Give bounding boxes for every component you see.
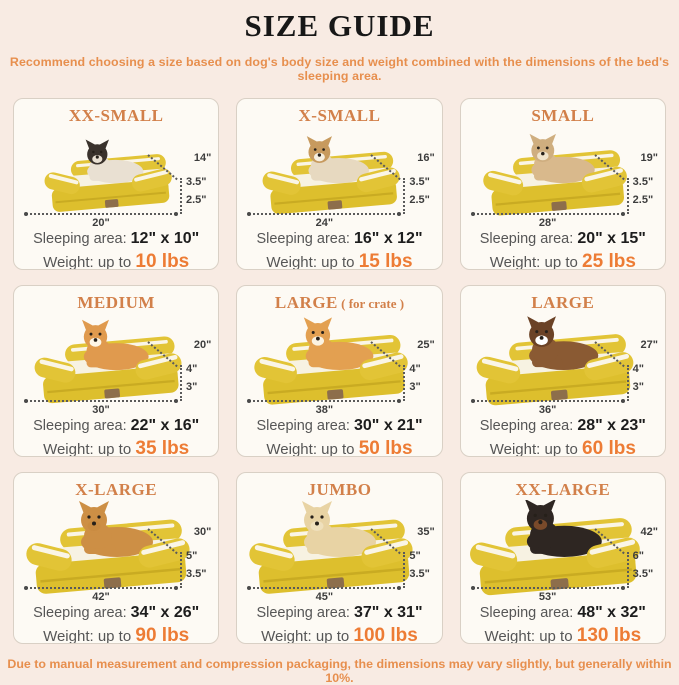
sleeping-area-value: 30" x 21" bbox=[353, 417, 423, 434]
sleeping-area-value: 22" x 16" bbox=[130, 417, 200, 434]
width-dimension-line bbox=[26, 587, 176, 589]
height-dimension-label-1: 4" bbox=[632, 363, 644, 375]
diagonal-dimension-label: 25" bbox=[417, 339, 435, 351]
height-dimension-label-1: 6" bbox=[632, 550, 644, 562]
width-dimension-label: 42" bbox=[92, 591, 110, 603]
size-card bbox=[460, 472, 666, 644]
weight-line bbox=[18, 250, 214, 270]
width-dimension-line bbox=[249, 400, 399, 402]
width-dimension-label: 38" bbox=[315, 404, 334, 416]
width-dimension-label: 36" bbox=[538, 404, 557, 416]
diagonal-dimension-label: 30" bbox=[193, 526, 212, 538]
footer-disclaimer: Due to manual measurement and compression packaging, the dimensions may vary slightly, but generally within 10%. bbox=[7, 657, 672, 685]
bed-illustration bbox=[241, 502, 437, 602]
size-cards-grid bbox=[13, 98, 666, 644]
weight-label: Weight: up to bbox=[43, 441, 132, 457]
height-dimension-label-2: 3.5" bbox=[186, 568, 207, 580]
weight-line bbox=[465, 437, 661, 457]
diagonal-dimension-label: 16" bbox=[417, 152, 435, 164]
weight-line bbox=[241, 624, 437, 644]
size-name: MEDIUM bbox=[77, 293, 155, 312]
size-card-title bbox=[18, 106, 214, 127]
size-name: X-LARGE bbox=[75, 480, 158, 499]
height-dimension-line bbox=[403, 552, 405, 588]
size-card bbox=[236, 98, 442, 270]
sleeping-area-value: 28" x 23" bbox=[577, 417, 646, 434]
bed-illustration bbox=[18, 128, 214, 228]
width-dimension-line bbox=[26, 213, 176, 215]
height-dimension-label-1: 5" bbox=[186, 550, 198, 562]
sleeping-area-value: 20" x 15" bbox=[577, 230, 646, 247]
sleeping-area-label: Sleeping area: bbox=[33, 605, 127, 621]
diagonal-dimension-label: 35" bbox=[417, 526, 435, 538]
size-card-title bbox=[241, 293, 437, 314]
width-dimension-label: 53" bbox=[538, 591, 557, 603]
diagonal-dimension-label: 42" bbox=[640, 526, 658, 538]
sleeping-area-label: Sleeping area: bbox=[256, 605, 350, 621]
width-dimension-label: 45" bbox=[315, 591, 334, 603]
weight-line bbox=[241, 437, 437, 457]
height-dimension-label-2: 2.5" bbox=[409, 194, 430, 206]
height-dimension-label-1: 5" bbox=[409, 550, 421, 562]
width-dimension-label: 28" bbox=[538, 217, 557, 229]
weight-value: 35 lbs bbox=[135, 438, 190, 457]
height-dimension-label-2: 3" bbox=[186, 381, 198, 393]
weight-label: Weight: up to bbox=[484, 628, 573, 644]
size-card-title bbox=[465, 293, 661, 314]
height-dimension-label-1: 4" bbox=[409, 363, 421, 375]
diagonal-dimension-label: 14" bbox=[193, 152, 212, 164]
sleeping-area-value: 16" x 12" bbox=[353, 230, 423, 247]
width-dimension-line bbox=[249, 213, 399, 215]
height-dimension-line bbox=[180, 365, 182, 401]
bed-illustration bbox=[465, 315, 661, 415]
width-dimension-line bbox=[473, 587, 623, 589]
size-name: XX-SMALL bbox=[68, 106, 164, 125]
height-dimension-label-1: 3.5" bbox=[409, 176, 430, 188]
page-subtitle: Recommend choosing a size based on dog's body size and weight combined with the dimensions of the bed's sleeping area. bbox=[9, 55, 670, 83]
height-dimension-line bbox=[180, 552, 182, 588]
height-dimension-label-2: 3.5" bbox=[409, 568, 430, 580]
height-dimension-line bbox=[180, 178, 182, 214]
size-name: LARGE bbox=[531, 293, 595, 312]
bed-illustration bbox=[241, 315, 437, 415]
weight-value: 60 lbs bbox=[582, 438, 636, 457]
diagonal-dimension-label: 27" bbox=[640, 339, 658, 351]
bed-illustration bbox=[18, 315, 214, 415]
weight-value: 15 lbs bbox=[358, 251, 413, 270]
bed-illustration bbox=[465, 128, 661, 228]
bed-illustration bbox=[241, 128, 437, 228]
size-name: X-SMALL bbox=[298, 106, 381, 125]
size-card-title bbox=[18, 293, 214, 314]
weight-label: Weight: up to bbox=[261, 628, 350, 644]
page-title: SIZE GUIDE bbox=[244, 8, 435, 43]
height-dimension-line bbox=[627, 552, 629, 588]
bed-illustration bbox=[18, 502, 214, 602]
weight-value: 50 lbs bbox=[358, 438, 413, 457]
height-dimension-label-1: 3.5" bbox=[186, 176, 207, 188]
size-note: ( for crate ) bbox=[337, 296, 405, 311]
diagonal-dimension-label: 20" bbox=[193, 339, 212, 351]
height-dimension-line bbox=[403, 178, 405, 214]
size-card bbox=[460, 285, 666, 457]
weight-label: Weight: up to bbox=[489, 254, 578, 270]
size-name: XX-LARGE bbox=[515, 480, 611, 499]
size-card bbox=[13, 285, 219, 457]
size-card bbox=[13, 472, 219, 644]
weight-value: 100 lbs bbox=[353, 625, 418, 644]
size-card bbox=[460, 98, 666, 270]
sleeping-area-value: 37" x 31" bbox=[353, 604, 423, 621]
size-card-title bbox=[241, 480, 437, 501]
weight-line bbox=[465, 624, 661, 644]
diagonal-dimension-label: 19" bbox=[640, 152, 658, 164]
weight-line bbox=[241, 250, 437, 270]
height-dimension-label-2: 3.5" bbox=[632, 568, 654, 580]
weight-label: Weight: up to bbox=[43, 254, 132, 270]
size-name: LARGE bbox=[274, 293, 338, 312]
size-card-title bbox=[465, 480, 661, 501]
size-name: JUMBO bbox=[307, 480, 372, 499]
weight-label: Weight: up to bbox=[43, 628, 132, 644]
sleeping-area-label: Sleeping area: bbox=[256, 231, 350, 247]
weight-label: Weight: up to bbox=[266, 441, 355, 457]
size-card bbox=[236, 472, 442, 644]
weight-value: 90 lbs bbox=[135, 625, 190, 644]
size-card bbox=[236, 285, 442, 457]
size-card-title bbox=[18, 480, 214, 501]
height-dimension-label-1: 3.5" bbox=[632, 176, 654, 188]
width-dimension-line bbox=[249, 587, 399, 589]
width-dimension-line bbox=[26, 400, 176, 402]
height-dimension-line bbox=[403, 365, 405, 401]
sleeping-area-label: Sleeping area: bbox=[256, 418, 350, 434]
height-dimension-label-2: 2.5" bbox=[186, 194, 207, 206]
size-name: SMALL bbox=[531, 106, 595, 125]
height-dimension-label-2: 2.5" bbox=[632, 194, 654, 206]
height-dimension-label-2: 3" bbox=[632, 381, 644, 393]
width-dimension-label: 20" bbox=[92, 217, 110, 229]
weight-value: 10 lbs bbox=[135, 251, 190, 270]
height-dimension-line bbox=[627, 178, 629, 214]
size-card-title bbox=[465, 106, 661, 127]
sleeping-area-label: Sleeping area: bbox=[479, 605, 574, 621]
width-dimension-line bbox=[473, 400, 623, 402]
width-dimension-line bbox=[473, 213, 623, 215]
sleeping-area-label: Sleeping area: bbox=[33, 231, 127, 247]
sleeping-area-label: Sleeping area: bbox=[33, 418, 127, 434]
weight-value: 130 lbs bbox=[576, 625, 642, 644]
weight-line bbox=[465, 250, 661, 270]
weight-value: 25 lbs bbox=[582, 251, 636, 270]
height-dimension-label-1: 4" bbox=[186, 363, 198, 375]
weight-line bbox=[18, 624, 214, 644]
width-dimension-label: 30" bbox=[92, 404, 110, 416]
weight-label: Weight: up to bbox=[489, 441, 578, 457]
width-dimension-label: 24" bbox=[315, 217, 334, 229]
weight-line bbox=[18, 437, 214, 457]
bed-illustration bbox=[465, 502, 661, 602]
size-card bbox=[13, 98, 219, 270]
sleeping-area-label: Sleeping area: bbox=[479, 418, 574, 434]
sleeping-area-value: 48" x 32" bbox=[577, 604, 646, 621]
weight-label: Weight: up to bbox=[266, 254, 355, 270]
size-card-title bbox=[241, 106, 437, 127]
sleeping-area-value: 34" x 26" bbox=[130, 604, 200, 621]
sleeping-area-value: 12" x 10" bbox=[130, 230, 200, 247]
height-dimension-line bbox=[627, 365, 629, 401]
sleeping-area-label: Sleeping area: bbox=[479, 231, 574, 247]
height-dimension-label-2: 3" bbox=[409, 381, 421, 393]
